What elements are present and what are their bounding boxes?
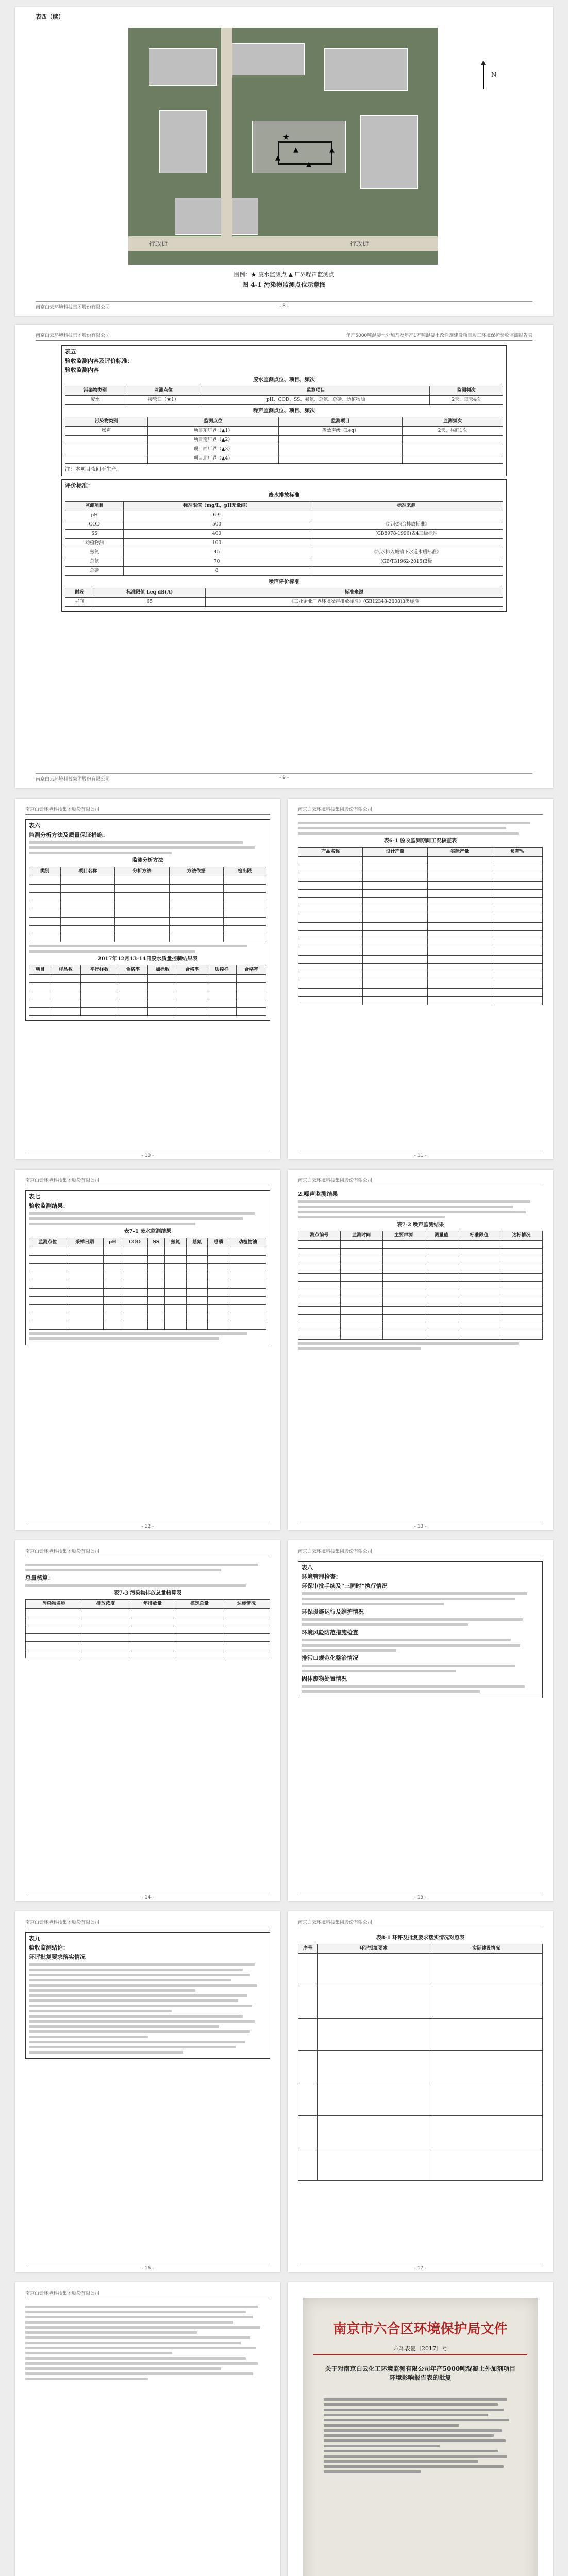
table-row bbox=[298, 882, 543, 890]
document-page-4: 南京白云环境科技集团股份有限公司 表6-1 验收监测期间工况核查表 产品名称 设计产量 实际产量 负荷% - 11 - bbox=[288, 799, 553, 1159]
noise-monitoring-table: 污染物类别 监测点位 监测项目 监测频次 噪声 项目东厂界（▲1） 等效声级（Leq） 2天，昼间1次 项目南厂界（▲2） 项目西厂界（▲3） 项目北厂界（▲4） bbox=[65, 417, 503, 464]
page-number: - 12 - bbox=[141, 1524, 154, 1529]
table-row bbox=[298, 1290, 543, 1298]
table-row: 总磷 8 bbox=[65, 567, 503, 576]
table-row bbox=[29, 1008, 266, 1016]
wastewater-point-star-icon: ★ bbox=[283, 133, 289, 141]
table-row bbox=[298, 865, 543, 873]
table-row bbox=[298, 2148, 543, 2181]
table-row: 噪声 项目东厂界（▲1） 等效声级（Leq） 2天，昼间1次 bbox=[65, 427, 503, 436]
table-row bbox=[298, 923, 543, 931]
table-title: 表七 bbox=[29, 1193, 40, 1200]
table-row bbox=[298, 1249, 543, 1257]
wastewater-table-title: 废水监测点位、项目、频次 bbox=[253, 377, 315, 383]
table-row bbox=[298, 2116, 543, 2148]
table-row bbox=[29, 885, 266, 893]
footer-company: 南京白云环境科技集团股份有限公司 bbox=[36, 305, 110, 310]
table-row bbox=[298, 964, 543, 972]
table-row bbox=[298, 914, 543, 923]
check-item: 环保设施运行及维护情况 bbox=[302, 1608, 364, 1615]
approval-document-photo bbox=[303, 2298, 538, 2576]
table-row bbox=[29, 1321, 266, 1330]
table-row bbox=[26, 1617, 270, 1625]
check-item: 排污口规范化整治情况 bbox=[302, 1655, 358, 1662]
table-row bbox=[298, 2083, 543, 2116]
qc-table-title: 2017年12月13-14日废水质量控制结果表 bbox=[97, 956, 198, 962]
approval-compliance-table: 序号 环评批复要求 实际建设情况 bbox=[298, 1944, 543, 2181]
noise-point-triangle-icon: ▲ bbox=[329, 146, 335, 154]
table-row bbox=[298, 956, 543, 964]
document-page-11: 南京白云环境科技集团股份有限公司 bbox=[15, 2282, 280, 2576]
water-standard-table: 监测项目 标准限值（mg/L，pH无量纲） 标准来源 pH 6-9 COD 500 《污水综合排放标准》 SS 400 (GB8978-1996)表4三级标准 动植物油 100 氨氮 45 《污水排入城镇下水道水质标准》 总氮 70 (GB/T31962-2015)B级 总磷 8 bbox=[65, 501, 503, 576]
map-legend: 图例：★ 废水监测点 ▲ 厂界噪声监测点 bbox=[233, 271, 335, 278]
table-row bbox=[298, 1265, 543, 1274]
continuation-label: 表四（续） bbox=[36, 13, 64, 20]
table-row: SS 400 (GB8978-1996)表4三级标准 bbox=[65, 530, 503, 539]
wastewater-monitoring-table: 污染物类别 监测点位 监测项目 监测频次 废水 接管口（★1） pH、COD、SS、氨氮、总氮、总磷、动植物油 2天，每天4次 bbox=[65, 386, 503, 405]
table-row bbox=[29, 918, 266, 926]
table-row bbox=[26, 1642, 270, 1650]
working-condition-table: 产品名称 设计产量 实际产量 负荷% bbox=[298, 847, 543, 1005]
road-label: 行政街 bbox=[149, 240, 168, 247]
table-row bbox=[298, 890, 543, 898]
table-row bbox=[298, 1307, 543, 1315]
table-row: 废水 接管口（★1） pH、COD、SS、氨氮、总氮、总磷、动植物油 2天，每天4次 bbox=[65, 396, 503, 405]
table-row: 动植物油 100 bbox=[65, 539, 503, 548]
table-title: 表五 bbox=[65, 348, 76, 355]
table-row: 项目北厂界（▲4） bbox=[65, 454, 503, 464]
table-row bbox=[298, 939, 543, 947]
table-title: 表六 bbox=[29, 822, 40, 829]
table-row: 总氮 70 (GB/T31962-2015)B级 bbox=[65, 557, 503, 567]
table-title: 表九 bbox=[29, 1935, 40, 1942]
table-row bbox=[298, 873, 543, 882]
check-item: 固体废物处置情况 bbox=[302, 1675, 347, 1682]
table-row bbox=[26, 1650, 270, 1658]
table-row: 昼间 65 《工业企业厂界环境噪声排放标准》(GB12348-2008)3类标准 bbox=[65, 598, 503, 607]
quality-control-table: 项目 样品数 平行样数 合格率 加标数 合格率 质控样 合格率 bbox=[29, 965, 266, 1016]
table-row bbox=[29, 991, 266, 999]
table-row: 氨氮 45 《污水排入城镇下水道水质标准》 bbox=[65, 548, 503, 557]
table-row bbox=[29, 1247, 266, 1256]
document-page-6: 南京白云环境科技集团股份有限公司 2.噪声监测结果 表7-2 噪声监测结果 测点编号 监测时间 主要声源 测量值 标准限值 达标情况 - 13 - bbox=[288, 1170, 553, 1530]
figure-caption: 图 4-1 污染物监测点位示意图 bbox=[242, 281, 326, 289]
noise-point-triangle-icon: ▲ bbox=[306, 161, 311, 168]
table-row bbox=[29, 1289, 266, 1297]
table-row bbox=[29, 901, 266, 909]
table-title: 表八 bbox=[302, 1564, 313, 1571]
table-row bbox=[298, 857, 543, 865]
section-heading: 总量核算： bbox=[25, 1574, 54, 1581]
analysis-method-table: 类别 项目名称 分析方法 方法依据 检出限 bbox=[29, 867, 266, 942]
total-amount-title: 表7-3 污染物排放总量核算表 bbox=[113, 1590, 182, 1596]
table-note: 注：本项目夜间不生产。 bbox=[65, 467, 122, 472]
table-row bbox=[29, 1264, 266, 1272]
table-row bbox=[29, 1305, 266, 1313]
table-title: 表6-1 验收监测期间工况核查表 bbox=[383, 838, 457, 844]
site-aerial-map bbox=[128, 28, 438, 265]
section-subheading: 验收监测内容 bbox=[65, 367, 99, 374]
section-subheading: 环评批复要求落实情况 bbox=[29, 1954, 86, 1960]
table-row bbox=[29, 1313, 266, 1321]
page-number: - 11 - bbox=[414, 1153, 427, 1158]
table-row bbox=[26, 1625, 270, 1634]
table-row bbox=[26, 1609, 270, 1617]
total-amount-table: 污染物名称 排放浓度 年排放量 核定总量 达标情况 bbox=[25, 1599, 270, 1658]
table-row bbox=[29, 975, 266, 983]
table-row: 项目南厂界（▲2） bbox=[65, 436, 503, 445]
document-page-5: 南京白云环境科技集团股份有限公司 表七 验收监测结果： 表7-1 废水监测结果 监测点位 采样日期 pH COD SS 氨氮 总氮 总磷 动植物油 - 12 - bbox=[15, 1170, 280, 1530]
section-heading: 监测分析方法及质量保证措施： bbox=[29, 832, 108, 838]
table-row bbox=[29, 983, 266, 991]
gov-doc-number: 六环表复〔2017〕号 bbox=[393, 2345, 447, 2352]
table-row bbox=[29, 876, 266, 885]
table-row bbox=[29, 893, 266, 901]
table-row bbox=[298, 972, 543, 980]
road-label: 行政街 bbox=[350, 240, 369, 247]
section-heading: 验收监测结果： bbox=[29, 1202, 69, 1209]
table-row bbox=[298, 1298, 543, 1307]
page-number: - 10 - bbox=[141, 1153, 154, 1158]
method-table-title: 监测分析方法 bbox=[132, 858, 163, 863]
section-heading: 验收监测结论： bbox=[29, 1944, 69, 1951]
page-number: - 16 - bbox=[141, 2266, 154, 2271]
page-number: - 8 - bbox=[279, 303, 289, 309]
noise-standard-title: 噪声评价标准 bbox=[269, 579, 299, 585]
table-row bbox=[29, 1256, 266, 1264]
noise-point-triangle-icon: ▲ bbox=[275, 154, 280, 162]
water-standard-title: 废水排放标准 bbox=[269, 493, 299, 498]
table-row bbox=[298, 1315, 543, 1323]
table-row bbox=[298, 947, 543, 956]
noise-standard-table: 时段 标准限值 Leq dB(A) 标准来源 昼间 65 《工业企业厂界环境噪声排放标准》(GB12348-2008)3类标准 bbox=[65, 588, 503, 607]
gov-doc-subtitle: 关于对南京白云化工环境监测有限公司年产5000吨混凝土外加剂项目环境影响报告表的批复 bbox=[325, 2365, 516, 2381]
table-row bbox=[298, 906, 543, 914]
section-heading: 验收监测内容及评价标准： bbox=[65, 358, 133, 364]
table-row: 项目西厂界（▲3） bbox=[65, 445, 503, 454]
table-row bbox=[298, 1331, 543, 1340]
table-row bbox=[29, 934, 266, 942]
table-row bbox=[298, 997, 543, 1005]
table-row bbox=[298, 980, 543, 989]
north-arrow: ▲ N bbox=[479, 59, 489, 90]
table-row bbox=[298, 1986, 543, 2019]
document-page-1 bbox=[15, 7, 553, 316]
page-number: - 14 - bbox=[141, 1895, 154, 1900]
table-row: pH 6-9 bbox=[65, 511, 503, 520]
table-row bbox=[298, 989, 543, 997]
table-row bbox=[298, 1241, 543, 1249]
document-page-8: 南京白云环境科技集团股份有限公司 表八 环境管理检查： 环保审批手续及“三同时”执行情况 环保设施运行及维护情况 环境风险防范措施检查 排污口规范化整治情况 固体废物处置情况 - 15 - bbox=[288, 1540, 553, 1901]
section-heading: 环境管理检查： bbox=[302, 1573, 341, 1580]
document-page-7: 南京白云环境科技集团股份有限公司 总量核算： 表7-3 污染物排放总量核算表 污染物名称 排放浓度 年排放量 核定总量 达标情况 - 14 - bbox=[15, 1540, 280, 1901]
check-item: 环保审批手续及“三同时”执行情况 bbox=[302, 1583, 388, 1589]
document-page-12 bbox=[288, 2282, 553, 2576]
section-heading: 2.噪声监测结果 bbox=[298, 1191, 338, 1197]
table-title: 表8-1 环评及批复要求落实情况对照表 bbox=[376, 1935, 465, 1941]
table-row bbox=[26, 1634, 270, 1642]
table-row bbox=[298, 898, 543, 906]
table-row bbox=[298, 1954, 543, 1986]
arrow-up-icon: ▲ bbox=[481, 59, 486, 66]
table-row bbox=[298, 1323, 543, 1331]
table-row bbox=[298, 2019, 543, 2051]
page-number: - 9 - bbox=[279, 775, 289, 781]
noise-point-triangle-icon: ▲ bbox=[293, 146, 298, 154]
document-page-9: 南京白云环境科技集团股份有限公司 表九 验收监测结论： 环评批复要求落实情况 - 16 - bbox=[15, 1911, 280, 2272]
table-row bbox=[29, 1297, 266, 1305]
page-number: - 13 - bbox=[414, 1524, 427, 1529]
page-number: - 15 - bbox=[414, 1895, 427, 1900]
noise-result-title: 表7-2 噪声监测结果 bbox=[396, 1222, 444, 1228]
table-row bbox=[298, 931, 543, 939]
section-heading: 评价标准： bbox=[65, 482, 93, 489]
table-row bbox=[298, 2051, 543, 2083]
wastewater-result-title: 表7-1 废水监测结果 bbox=[124, 1229, 172, 1234]
noise-table-title: 噪声监测点位、项目、频次 bbox=[253, 408, 315, 414]
table-row bbox=[29, 999, 266, 1008]
document-page-2: 南京白云环境科技集团股份有限公司 年产5000吨混凝土外加剂及年产1万吨混凝土改性剂建设项目竣工环境保护验收监测报告表 表五 验收监测内容及评价标准： 验收监测内容 废水监测点位、项目、频次 污染物类别 监测点位 监测项目 监测频次 废水 接管口（★1） pH、COD、SS、氨氮、总氮、总磷、动植物油 2天，每天4次 噪声监测点位、项目、频次 污染物类别 监测点位 监测项目 监测频次 噪声 项目东厂界（▲1） 等效声级（Leq） 2天，昼间1次 项目南厂界（▲2） 项目西厂界（▲3） 项目北厂界（▲4） 注：本项目夜间不生产。 评价标准： 废水排放标准 监测项目 标准限值（mg/L，pH无量纲） 标准来源 pH 6-9 COD 500 《污水综合排放标准》 SS 400 (GB8978-1996)表4三级标准 动植物油 100 氨氮 45 《污水排入城镇下水道水质标准》 总氮 70 (GB/T31962-2015)B级 总磷 8 噪声评价标准 时段 标准限值 Leq dB(A) 标准来源 昼间 65 《工业企业厂界环境噪声排放标准》(GB12348-2008)3类标准 南京白云环境科技集团股份有限公司 - 9 - bbox=[15, 325, 553, 788]
page-number: - 17 - bbox=[414, 2266, 427, 2271]
noise-result-table: 测点编号 监测时间 主要声源 测量值 标准限值 达标情况 bbox=[298, 1231, 543, 1340]
table-row bbox=[29, 909, 266, 918]
table-row bbox=[29, 1280, 266, 1289]
wastewater-result-table: 监测点位 采样日期 pH COD SS 氨氮 总氮 总磷 动植物油 bbox=[29, 1238, 266, 1330]
table-row bbox=[298, 1257, 543, 1265]
document-page-10: 南京白云环境科技集团股份有限公司 表8-1 环评及批复要求落实情况对照表 序号 环评批复要求 实际建设情况 - 17 - bbox=[288, 1911, 553, 2272]
table-row bbox=[298, 1274, 543, 1282]
table-row: COD 500 《污水综合排放标准》 bbox=[65, 520, 503, 530]
table-row bbox=[29, 1272, 266, 1280]
gov-doc-title: 南京市六合区环境保护局文件 bbox=[333, 2321, 508, 2337]
document-page-3: 南京白云环境科技集团股份有限公司 表六 监测分析方法及质量保证措施： 监测分析方法 类别 项目名称 分析方法 方法依据 检出限 2017年12月13-14日废水质量控制结果表 项目 样品数 平行样数 合格率 加标数 合格率 质控样 合格率 - 10 - bbox=[15, 799, 280, 1159]
table-row bbox=[29, 926, 266, 934]
table-row bbox=[298, 1282, 543, 1290]
check-item: 环境风险防范措施检查 bbox=[302, 1629, 358, 1636]
